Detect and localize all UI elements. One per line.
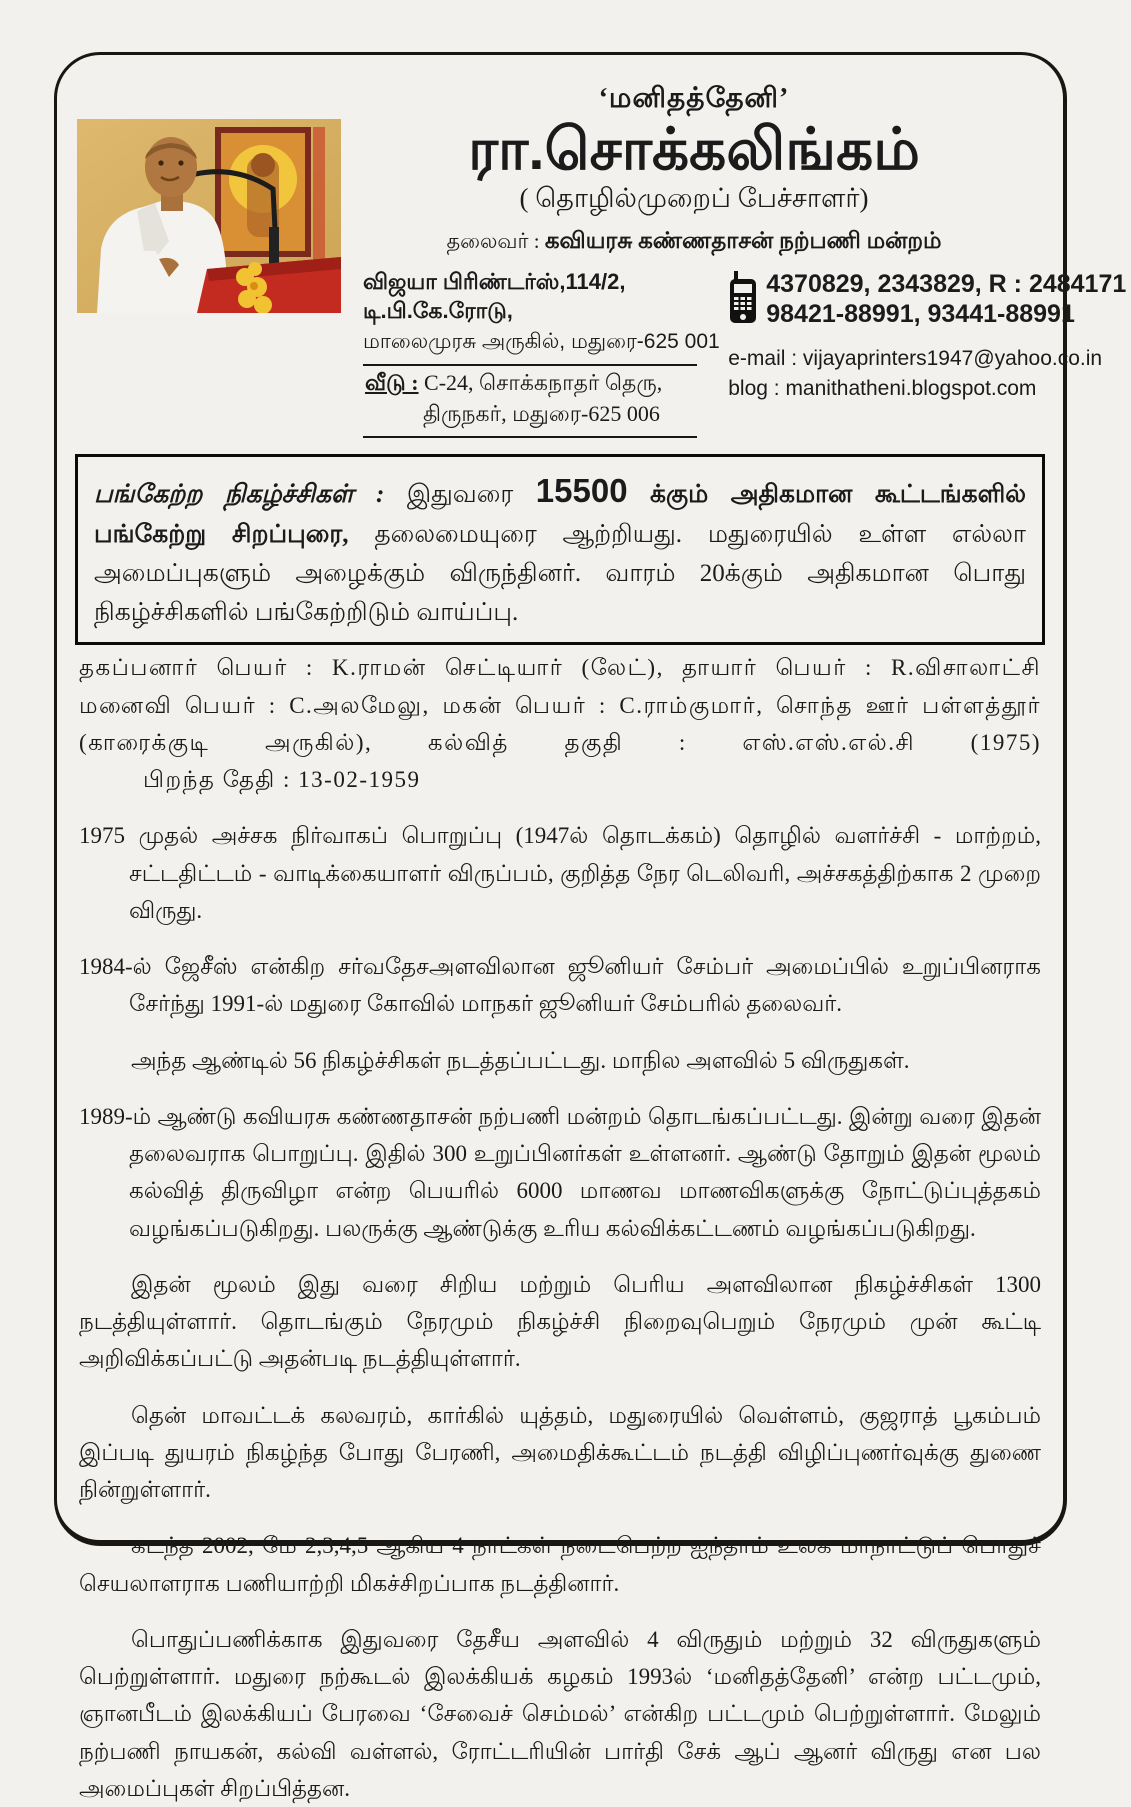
paragraph-relief-work: தென் மாவட்டக் கலவரம், கார்கில் யுத்தம், மதுரையில் வெள்ளம், குஜராத் பூகம்பம் இப்படி துயரம் நிகழ்ந்த போது பேரணி, அமைதிக்கூட்டம் நடத்தி விழிப்புணர்வுக்கு துணை நின்றுள்ளார். — [79, 1402, 1041, 1503]
person-name: ரா.சொக்கலிங்கம் — [468, 117, 920, 182]
highlight-bold-tail: க்கும் அதிகமான கூட்டங்களில் பங்கேற்று சிறப்புரை, — [94, 480, 1027, 549]
role-label: தலைவர் : — [446, 228, 540, 253]
paragraph-56-events: அந்த ஆண்டில் 56 நிகழ்ச்சிகள் நடத்தப்பட்டது. மாநில அளவில் 5 விருதுகள். — [131, 1047, 910, 1073]
office-address-line1: விஜயா பிரிண்டர்ஸ்,114/2, டி.பி.கே.ரோடு, — [363, 268, 626, 323]
paragraph-1975-press: 1975 முதல் அச்சக நிர்வாகப் பொறுப்பு (1947ல் தொடக்கம்) தொழில் வளர்ச்சி - மாற்றம், சட்டதிட்டம் - வாடிக்கையாளர் விருப்பம், குறித்த நேர டெலிவரி, அச்சகத்திற்காக 2 முறை விருது. — [79, 823, 1041, 923]
birth-date: பிறந்த தேதி : 13-02-1959 — [143, 767, 421, 793]
speaker-photo — [77, 119, 341, 438]
events-highlight-box — [75, 454, 1045, 645]
home-address-block — [363, 364, 697, 438]
highlight-label: பங்கேற்ற நிகழ்ச்சிகள் : — [94, 480, 407, 508]
designation: ( தொழில்முறைப் பேச்சாளர்) — [519, 182, 869, 213]
biography-body — [73, 645, 1047, 1807]
highlight-number: 15500 — [535, 471, 628, 509]
phone-numbers — [766, 269, 1126, 330]
email-blog-block — [728, 344, 1126, 405]
contact-section — [341, 268, 1127, 438]
paragraph-2002-conference: கடந்த 2002, மே 2,3,4,5 ஆகிய 4 நாட்கள் நடைபெற்ற ஐந்தாம் உலக மாநாட்டுப் பொதுச் செயலாளராக பணியாற்றி மிகச்சிறப்பாக நடத்தினார். — [79, 1533, 1041, 1596]
role-line — [341, 228, 1047, 257]
header — [73, 69, 1127, 438]
home-label: வீடு : — [365, 369, 419, 395]
address-block — [341, 269, 722, 438]
personal-details-text: தகப்பனார் பெயர் : K.ராமன் செட்டியார் (லேட்), தாயார் பெயர் : R.விசாலாட்சி மனைவி பெயர் : C.அலமேலு, மகன் பெயர் : C.ராம்குமார், சொந்த ஊர் பள்ளத்தூர் (காரைக்குடி அருகில்), கல்வித் தகுதி : எஸ்.எஸ்.எல்.சி (1975) — [79, 655, 1041, 755]
highlight-lead: இதுவரை — [406, 480, 536, 508]
mobile-phone-icon — [728, 271, 758, 328]
office-address-line2: மாலைமுரசு அருகில், மதுரை-625 001 — [363, 329, 720, 353]
home-address-line1 — [365, 370, 695, 399]
header-text-block — [341, 69, 1127, 438]
paragraph-1984-jaycees: 1984-ல் ஜேசீஸ் என்கிற சர்வதேசஅளவிலான ஜூனியர் சேம்பர் அமைப்பில் உறுப்பினராக சேர்ந்து 1991-ல் மதுரை கோவில் மாநகர் ஜூனியர் சேம்பரில் தலைவர். — [79, 954, 1041, 1017]
home-address-text: C-24, சொக்கநாதர் தெரு, — [424, 369, 663, 395]
highlight-rest: தலைமையுரை ஆற்றியது. மதுரையில் உள்ள எல்லா அமைப்புகளும் அழைக்கும் விருந்தினர். வாரம் 20க்கும் அதிகமான பொது நிகழ்ச்சிகளில் பங்கேற்றிடும் வாய்ப்பு. — [94, 521, 1026, 626]
home-address-line2: திருநகர், மதுரை-625 006 — [423, 400, 660, 426]
honorific-title: ‘மனிதத்தேனி’ — [598, 83, 790, 114]
email-line: e-mail : vijayaprinters1947@yahoo.co.in — [728, 346, 1103, 370]
phone-line-2: 98421-88991, 93441-88991 — [766, 300, 1075, 329]
phone-line-1: 4370829, 2343829, R : 2484171 — [766, 269, 1127, 298]
speaker-photo-illustration — [77, 119, 341, 313]
phone-email-block — [722, 269, 1126, 438]
phone-row — [728, 269, 1126, 330]
paragraph-personal-details — [79, 649, 1041, 798]
blog-line: blog : manithatheni.blogspot.com — [728, 377, 1037, 401]
role-value: கவியரசு கண்ணதாசன் நற்பணி மன்றம் — [544, 227, 942, 253]
paragraph-awards: பொதுப்பணிக்காக இதுவரை தேசீய அளவில் 4 விருதும் மற்றும் 32 விருதுகளும் பெற்றுள்ளார். மதுரை நற்கூடல் இலக்கியக் கழகம் 1993ல் ‘மனிதத்தேனி’ என்ற பட்டமும், ஞானபீடம் இலக்கியப் பேரவை ‘சேவைச் செம்மல்’ என்கிற பட்டமும் பெற்றுள்ளார். மேலும் நற்பணி நாயகன், கல்வி வள்ளல், ரோட்டரியின் பார்தி சேக் ஆப் ஆனர் விருது என பல அமைப்புகள் சிறப்பித்தன. — [79, 1626, 1041, 1801]
paragraph-1300-events: இதன் மூலம் இது வரை சிறிய மற்றும் பெரிய அளவிலான நிகழ்ச்சிகள் 1300 நடத்தியுள்ளார். தொடங்கும் நேரமும் நிகழ்ச்சி நிறைவுபெறும் நேரமும் முன் கூட்டி அறிவிக்கப்பட்டு அதன்படி நடத்தியுள்ளார். — [79, 1271, 1041, 1372]
paragraph-1989-mandram: 1989-ம் ஆண்டு கவியரசு கண்ணதாசன் நற்பணி மன்றம் தொடங்கப்பட்டது. இன்று வரை இதன் தலைவராக பொறுப்பு. இதில் 300 உறுப்பினர்கள் உள்ளனர். ஆண்டு தோறும் இதன் மூலம் கல்வித் திருவிழா என்ற பெயரில் 6000 மாணவ மாணவிகளுக்கு நோட்டுப்புத்தகம் வழங்கப்படுகிறது. பலருக்கு ஆண்டுக்கு உரிய கல்விக்கட்டணம் வழங்கப்படுகிறது. — [79, 1103, 1041, 1241]
document-sheet — [54, 52, 1127, 1801]
